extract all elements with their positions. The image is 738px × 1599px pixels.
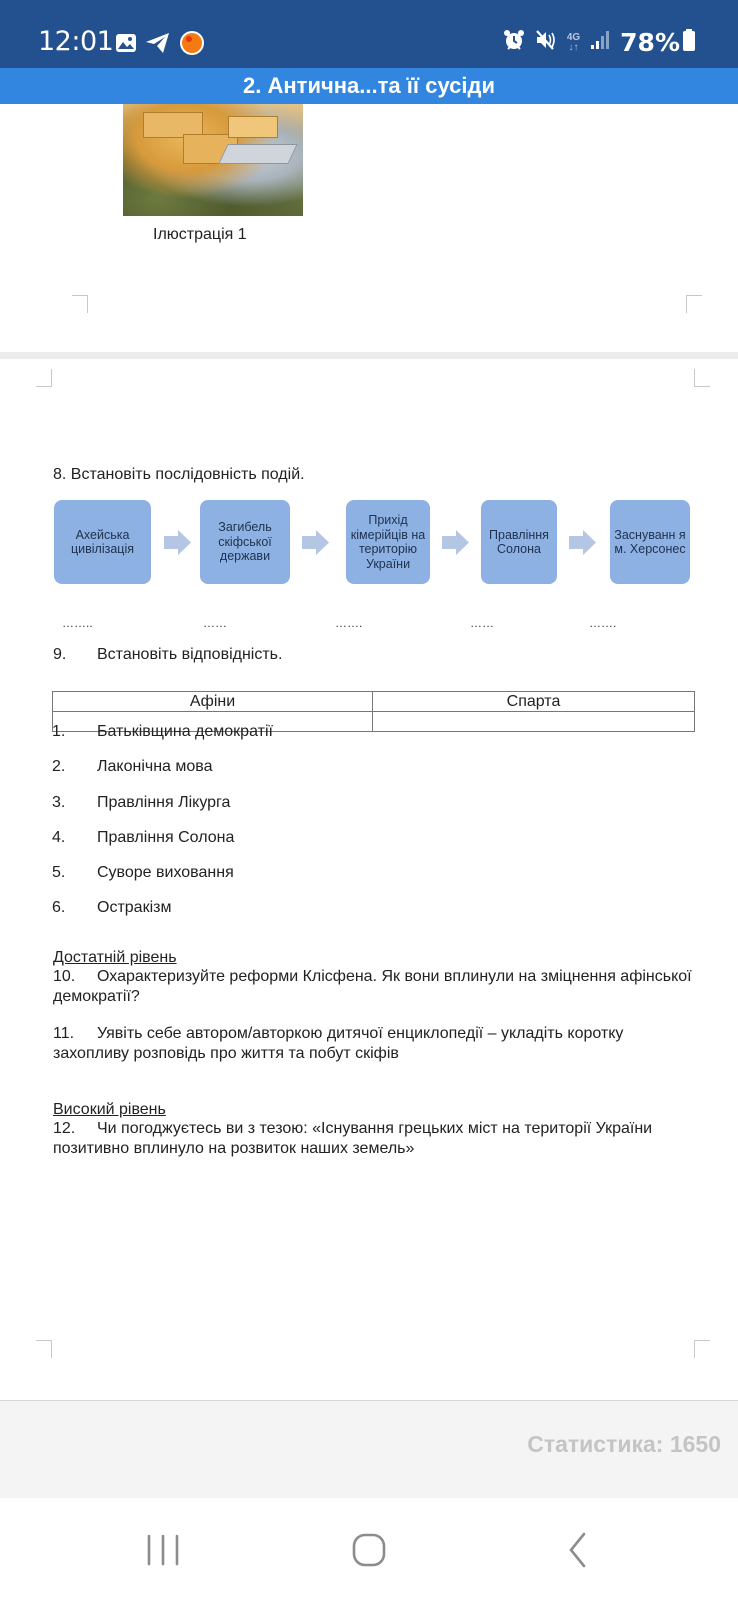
recent-apps-icon	[146, 1534, 180, 1566]
event-box: Ахейська цивілізація	[54, 500, 151, 584]
home-button[interactable]	[339, 1528, 399, 1572]
answer-blank: ……	[203, 616, 227, 630]
back-icon	[568, 1532, 588, 1568]
task-9-number: 9.	[53, 646, 67, 663]
sufficient-level-heading: Достатній рівень	[53, 949, 177, 966]
battery-percent: 78%	[620, 28, 680, 57]
status-time: 12:01	[38, 26, 114, 57]
document-page-1	[0, 104, 738, 352]
telegram-icon	[145, 32, 171, 59]
event-box: Заснуванн я м. Херсонес	[610, 500, 690, 584]
document-page-2: 8. Встановіть послідовність подій. Ахейська цивілізація Загибель скіфської держави Прихід кімерійців на територію України Правління Солона Заснуванн я м. Херсонес …….. …… ……. …… ……. 9. Встановіть відповідність. Афіни Спарта 1. Батьківщина демократії 2. Лаконічна мова 3. Правління Лікурга 4. Правління Солона 5. Суворе виховання 6. Остракізм Достатній рівень 10. Охарактеризуйте реформи Клісфена. Як вони вплинули на зміцнення афінської демократії? 11. Уявіть себе автором/авторкою дитячої енциклопедії – укладіть коротку захопливу розповідь про життя та побут скіфів Високий рівень 12. Чи погоджуєтесь ви з тезою: «Існування грецьких міст на території України позитивно вплинуло на розвиток наших земель»	[0, 359, 738, 1400]
page-margin-mark	[36, 369, 52, 387]
high-level-heading: Високий рівень	[53, 1101, 166, 1118]
back-button[interactable]	[548, 1528, 608, 1572]
arrow-right-icon	[569, 530, 596, 555]
alarm-icon	[503, 29, 525, 56]
home-icon	[352, 1533, 386, 1567]
column-header-athens: Афіни	[53, 692, 373, 712]
system-nav-bar	[0, 1498, 738, 1599]
illustration-caption: Ілюстрація 1	[153, 226, 247, 243]
answer-blank: ……..	[62, 616, 93, 630]
arrow-right-icon	[302, 530, 329, 555]
illustration-image	[123, 104, 303, 216]
4g-icon: 4G ↓↑	[566, 31, 581, 53]
page-margin-mark	[694, 1340, 710, 1358]
arrow-right-icon	[442, 530, 469, 555]
gallery-icon	[115, 33, 137, 58]
view-stats: Статистика: 1650	[527, 1431, 721, 1457]
task-8-title: 8. Встановіть послідовність подій.	[53, 466, 305, 483]
arrow-right-icon	[164, 530, 191, 555]
signal-icon	[590, 30, 610, 55]
task-11: 11. Уявіть себе автором/авторкою дитячої енциклопедії – укладіть коротку захопливу розповідь про життя та побут скіфів	[53, 1025, 624, 1062]
event-box: Загибель скіфської держави	[200, 500, 290, 584]
task-10: 10. Охарактеризуйте реформи Клісфена. Як вони вплинули на зміцнення афінської демократії?	[53, 968, 692, 1005]
notification-icons	[115, 30, 205, 61]
page-separator	[0, 352, 738, 359]
answer-blank: …….	[335, 616, 363, 630]
page-margin-mark	[36, 1340, 52, 1358]
answer-blank: ……	[470, 616, 494, 630]
column-header-sparta: Спарта	[373, 692, 695, 712]
task-9-title: Встановіть відповідність.	[97, 646, 283, 663]
document-title-bar[interactable]	[0, 68, 738, 104]
event-box: Правління Солона	[481, 500, 557, 584]
event-sequence-diagram	[54, 500, 694, 584]
document-title: 2. Антична...та її сусіди	[243, 73, 495, 98]
mute-icon	[535, 29, 557, 56]
page-margin-mark	[694, 369, 710, 387]
page-margin-mark	[72, 295, 88, 313]
battery-icon	[682, 28, 696, 57]
task-12: 12. Чи погоджуєтесь ви з тезою: «Існування грецьких міст на території України позитивно вплинуло на розвиток наших земель»	[53, 1120, 653, 1157]
event-box: Прихід кімерійців на територію України	[346, 500, 430, 584]
page-margin-mark	[686, 295, 702, 313]
app-notification-icon	[179, 30, 205, 61]
answer-blank: …….	[589, 616, 617, 630]
stats-bar	[0, 1400, 738, 1498]
recent-apps-button[interactable]	[133, 1528, 193, 1572]
status-bar	[0, 0, 738, 68]
system-icons	[503, 28, 696, 57]
answer-cell-sparta[interactable]	[373, 712, 695, 732]
